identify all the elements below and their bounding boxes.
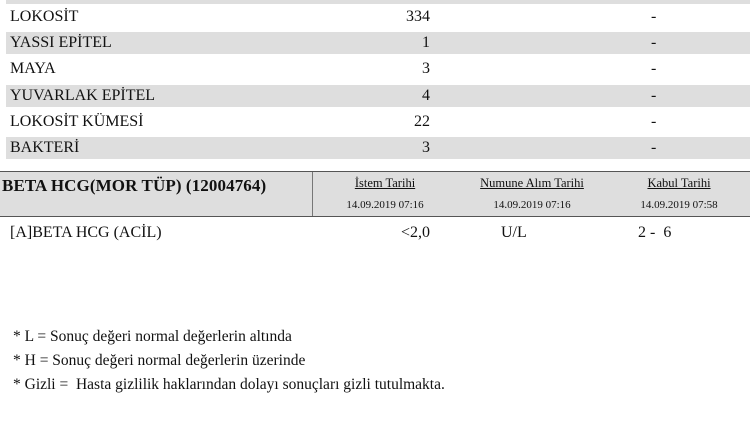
footnote: * L = Sonuç değeri normal değerlerin altında bbox=[13, 328, 292, 345]
test-value: 3 bbox=[422, 139, 430, 156]
table-row bbox=[6, 58, 750, 80]
test-value: 4 bbox=[422, 87, 430, 104]
sample-date-header: Numune Alım Tarihi bbox=[480, 176, 584, 190]
sample-date: 14.09.2019 07:16 bbox=[493, 199, 571, 211]
test-value: 334 bbox=[406, 8, 430, 25]
reference-value: - bbox=[651, 8, 657, 25]
table-row bbox=[6, 137, 750, 159]
request-date: 14.09.2019 07:16 bbox=[346, 199, 424, 211]
test-value: 1 bbox=[422, 34, 430, 51]
footnote: * H = Sonuç değeri normal değerlerin üzerinde bbox=[13, 352, 306, 369]
result-test-name: [A]BETA HCG (ACİL) bbox=[10, 224, 162, 241]
request-date-header: İstem Tarihi bbox=[354, 176, 416, 190]
test-section-header bbox=[0, 171, 750, 217]
table-row bbox=[6, 6, 750, 28]
footnote: * Gizli = Hasta gizlilik haklarından dolayı sonuçları gizli tutulmakta. bbox=[13, 376, 445, 393]
reference-value: - bbox=[651, 60, 657, 77]
test-value: 3 bbox=[422, 60, 430, 77]
table-row bbox=[6, 85, 750, 107]
test-name: YUVARLAK EPİTEL bbox=[10, 87, 156, 104]
table-row bbox=[6, 32, 750, 54]
result-reference-range: 2 - 6 bbox=[638, 224, 672, 241]
test-value: 22 bbox=[414, 113, 430, 130]
section-divider bbox=[312, 172, 313, 216]
reference-value: - bbox=[651, 87, 657, 104]
reference-value: - bbox=[651, 139, 657, 156]
result-value: <2,0 bbox=[400, 224, 430, 241]
table-top-edge bbox=[6, 0, 750, 4]
test-name: BAKTERİ bbox=[10, 139, 80, 156]
reference-value: - bbox=[651, 113, 657, 130]
test-name: LOKOSİT KÜMESİ bbox=[10, 113, 144, 130]
accept-date-header: Kabul Tarihi bbox=[647, 176, 711, 190]
result-unit: U/L bbox=[501, 224, 527, 241]
section-title: BETA HCG(MOR TÜP) (12004764) bbox=[2, 176, 267, 195]
table-row bbox=[6, 111, 750, 133]
reference-value: - bbox=[651, 34, 657, 51]
test-name: MAYA bbox=[10, 60, 56, 77]
test-name: LOKOSİT bbox=[10, 8, 79, 25]
accept-date: 14.09.2019 07:58 bbox=[640, 199, 718, 211]
test-name: YASSI EPİTEL bbox=[10, 34, 112, 51]
